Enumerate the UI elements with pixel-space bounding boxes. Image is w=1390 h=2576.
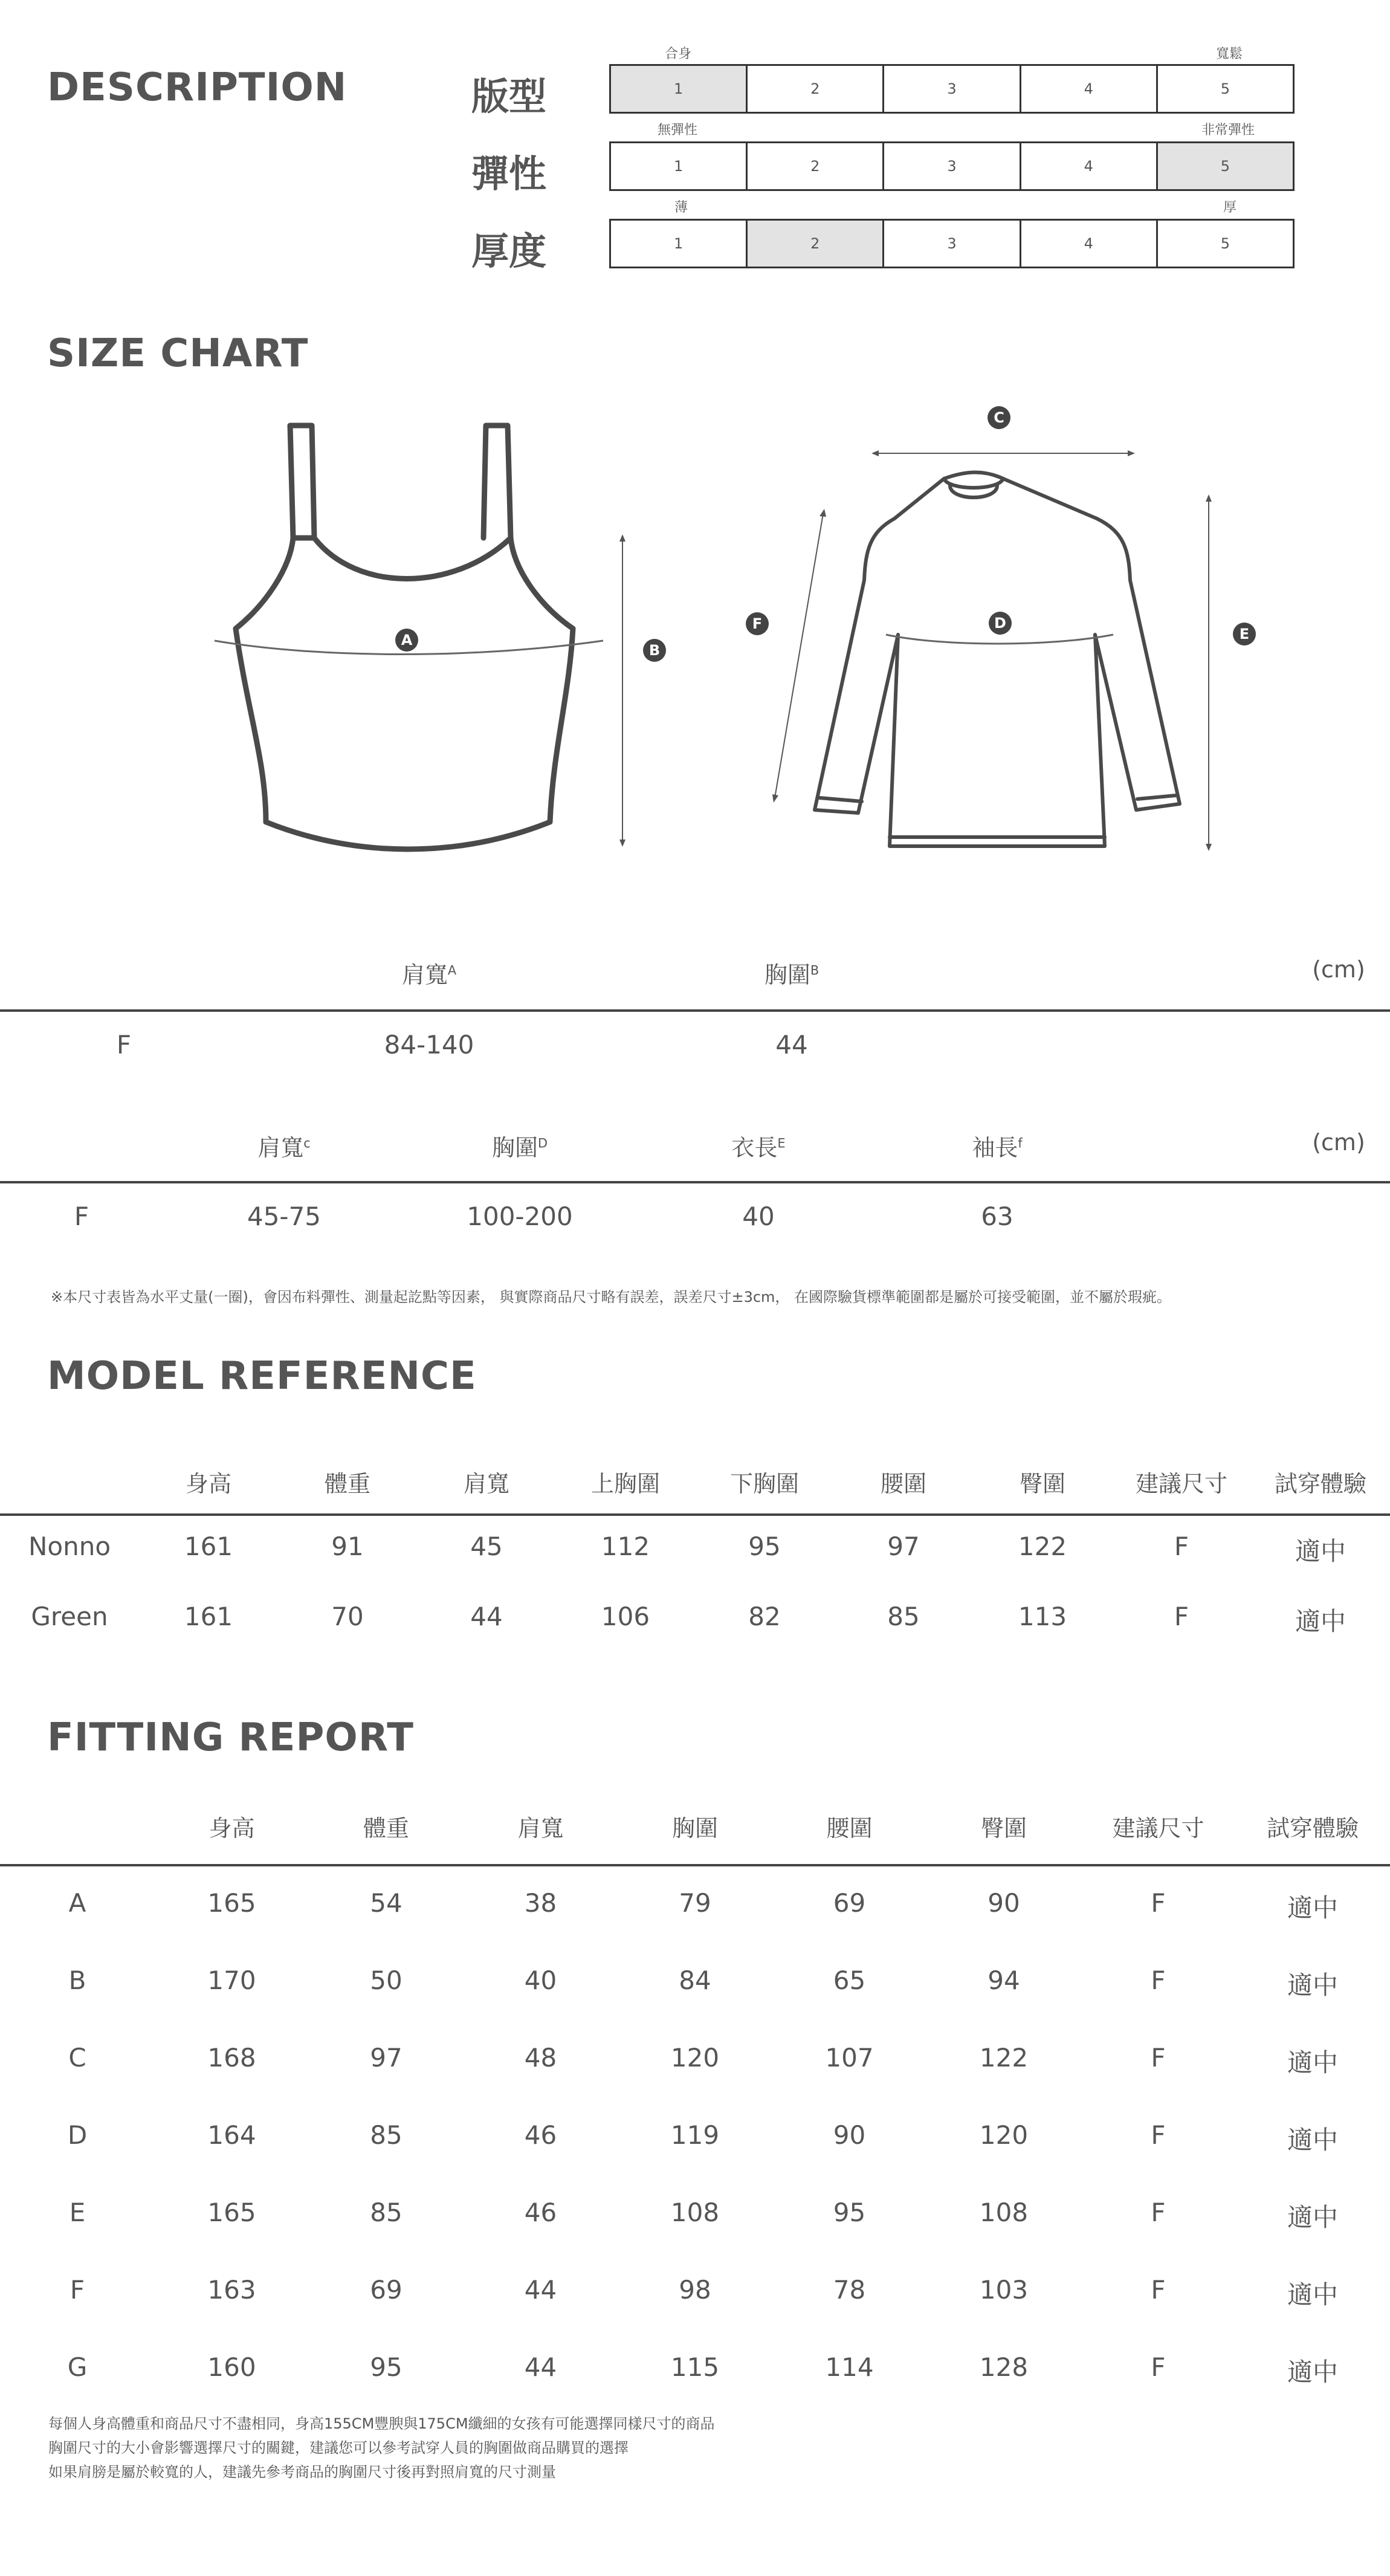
table-header: 腰圍	[880, 1471, 926, 1497]
table-cell: 108	[979, 2198, 1029, 2227]
table-cell: 85	[370, 2120, 402, 2150]
table-cell: A	[68, 1888, 86, 1918]
table-cell: 122	[979, 2043, 1029, 2073]
table-cell: 98	[679, 2275, 711, 2305]
elasticity-scale-cell: 1	[611, 143, 748, 189]
size2-cell: 45-75	[247, 1202, 322, 1231]
fit-scale-cell: 5	[1220, 80, 1230, 97]
size1-header-shoulder: 肩寬$^A$	[401, 962, 457, 988]
thickness-right-caption: 厚	[1223, 200, 1237, 215]
fitting-note: 每個人身高體重和商品尺寸不盡相同，身高155CM豐腴與175CM纖細的女孩有可能選擇同樣尺寸的商品	[48, 2415, 715, 2432]
size2-cell: F	[74, 1202, 89, 1231]
size1-divider	[0, 1009, 1390, 1012]
table-cell: 46	[524, 2120, 557, 2150]
size2-header-length: 衣長$^E$	[731, 1134, 786, 1161]
size1-unit: (cm)	[1312, 956, 1365, 983]
table-header: 臀圍	[1019, 1471, 1065, 1497]
table-header: 上胸圍	[590, 1471, 660, 1497]
table-cell: 65	[833, 1966, 866, 1995]
table-cell: 108	[670, 2198, 720, 2227]
table-cell: B	[68, 1966, 86, 1995]
marker-c: C	[988, 406, 1010, 429]
table-cell: F	[70, 2275, 85, 2305]
size1-cell: F	[116, 1030, 132, 1060]
table-cell: 69	[370, 2275, 402, 2305]
size2-divider	[0, 1181, 1390, 1183]
table-cell: 95	[833, 2198, 866, 2227]
table-header: 腰圍	[826, 1815, 873, 1842]
table-cell: 78	[833, 2275, 866, 2305]
elasticity-scale	[609, 141, 1295, 191]
table-cell: E	[69, 2198, 86, 2227]
elasticity-scale-cell: 5	[1158, 143, 1293, 189]
fit-scale-cell: 4	[1021, 66, 1158, 112]
table-divider	[0, 1864, 1390, 1866]
table-cell: 165	[207, 1888, 256, 1918]
fit-scale	[609, 64, 1295, 114]
table-header: 體重	[324, 1471, 370, 1497]
fitting-note: 胸圍尺寸的大小會影響選擇尺寸的關鍵，建議您可以參考試穿人員的胸圍做商品購買的選擇	[48, 2439, 629, 2456]
table-cell: 適中	[1287, 2280, 1338, 2309]
thickness-scale	[609, 219, 1295, 268]
table-header: 試穿體驗	[1274, 1471, 1366, 1497]
table-cell: 91	[331, 1532, 364, 1561]
table-cell: 79	[679, 1888, 711, 1918]
table-cell: 84	[679, 1966, 711, 1995]
table-cell: 適中	[1287, 2357, 1338, 2387]
marker-a: A	[395, 629, 418, 652]
fit-right-caption: 寬鬆	[1216, 47, 1243, 62]
fit-left-caption: 合身	[665, 47, 692, 62]
marker-e: E	[1233, 623, 1256, 646]
table-cell: 97	[370, 2043, 402, 2073]
table-cell: 82	[748, 1602, 781, 1631]
size2-header-shoulder: 肩寬$^c$	[257, 1134, 311, 1161]
size1-cell: 44	[775, 1030, 808, 1060]
fitting-note: 如果肩膀是屬於較寬的人，建議先參考商品的胸圍尺寸後再對照肩寬的尺寸測量	[48, 2464, 556, 2481]
table-cell: 85	[370, 2198, 402, 2227]
table-cell: F	[1174, 1602, 1189, 1631]
table-cell: 161	[184, 1602, 233, 1631]
table-header: 建議尺寸	[1135, 1471, 1227, 1497]
table-cell: 70	[331, 1602, 364, 1631]
elasticity-left-caption: 無彈性	[658, 123, 698, 138]
table-cell: 163	[207, 2275, 256, 2305]
size-chart-title: SIZE CHART	[47, 331, 309, 376]
table-cell: 115	[670, 2352, 720, 2382]
marker-b: B	[643, 639, 666, 662]
table-cell: 122	[1018, 1532, 1067, 1561]
table-cell: 69	[833, 1888, 866, 1918]
table-cell: F	[1151, 2120, 1166, 2150]
table-cell: 適中	[1287, 2202, 1338, 2232]
description-title: DESCRIPTION	[47, 65, 348, 110]
fit-label: 版型	[471, 74, 547, 118]
table-cell: 38	[524, 1888, 557, 1918]
table-cell: 適中	[1287, 2048, 1338, 2077]
table-header: 下胸圍	[729, 1471, 799, 1497]
table-cell: 114	[825, 2352, 874, 2382]
size2-cell: 40	[742, 1202, 775, 1231]
table-cell: 適中	[1287, 1893, 1338, 1923]
table-header: 肩寬	[517, 1815, 564, 1842]
table-header: 身高	[185, 1471, 231, 1497]
table-cell: 120	[979, 2120, 1029, 2150]
table-cell: Nonno	[28, 1532, 111, 1561]
table-cell: 160	[207, 2352, 256, 2382]
camisole-diagram	[199, 411, 683, 858]
fit-scale-cell: 1	[611, 66, 748, 112]
table-cell: 94	[988, 1966, 1020, 1995]
marker-f: F	[746, 612, 769, 635]
elasticity-scale-cell: 3	[884, 143, 1021, 189]
size2-header-bust: 胸圍$^D$	[491, 1134, 548, 1161]
table-cell: 113	[1018, 1602, 1067, 1631]
table-cell: 90	[833, 2120, 866, 2150]
table-header: 建議尺寸	[1112, 1815, 1204, 1842]
thickness-scale-cell: 5	[1220, 235, 1230, 252]
table-cell: 44	[524, 2275, 557, 2305]
table-cell: F	[1151, 2275, 1166, 2305]
measure-line-c	[870, 447, 1136, 459]
size1-header-bust: 胸圍$^B$	[764, 962, 819, 988]
elasticity-scale-cell: 4	[1021, 143, 1158, 189]
table-cell: 45	[470, 1532, 503, 1561]
table-cell: F	[1151, 1888, 1166, 1918]
table-cell: F	[1151, 2043, 1166, 2073]
size2-cell: 63	[981, 1202, 1013, 1231]
table-header: 體重	[363, 1815, 409, 1842]
table-cell: 128	[979, 2352, 1029, 2382]
table-cell: F	[1151, 2352, 1166, 2382]
table-cell: 50	[370, 1966, 402, 1995]
thickness-label: 厚度	[471, 229, 547, 273]
table-cell: 103	[979, 2275, 1029, 2305]
table-cell: 106	[601, 1602, 650, 1631]
table-cell: 85	[887, 1602, 920, 1631]
table-cell: 44	[470, 1602, 503, 1631]
table-cell: C	[68, 2043, 86, 2073]
table-header: 胸圍	[671, 1815, 718, 1842]
thickness-left-caption: 薄	[674, 200, 688, 215]
table-cell: Green	[31, 1602, 108, 1631]
size-chart-note: ※本尺寸表皆為水平丈量(一圈)，會因布料彈性、測量起訖點等因素， 與實際商品尺寸略有誤差，誤差尺寸±3cm， 在國際驗貨標準範圍都是屬於可接受範圍，並不屬於瑕疵。	[51, 1289, 1172, 1306]
table-cell: 97	[887, 1532, 920, 1561]
table-header: 身高	[208, 1815, 255, 1842]
table-cell: D	[67, 2120, 88, 2150]
size2-cell: 100-200	[467, 1202, 573, 1231]
table-cell: 46	[524, 2198, 557, 2227]
thickness-scale-cell: 2	[748, 221, 884, 267]
table-cell: 161	[184, 1532, 233, 1561]
table-header: 試穿體驗	[1266, 1815, 1359, 1842]
thickness-scale-cell: 4	[1021, 221, 1158, 267]
model-reference-title: MODEL REFERENCE	[47, 1354, 477, 1399]
measure-line-e	[1203, 494, 1215, 851]
measure-line-f	[768, 508, 834, 804]
table-cell: 95	[370, 2352, 402, 2382]
table-divider	[0, 1513, 1390, 1516]
size2-header-sleeve: 袖長$^f$	[972, 1134, 1023, 1161]
table-cell: 適中	[1295, 1536, 1346, 1566]
thickness-scale-cell: 1	[611, 221, 748, 267]
fitting-report-title: FITTING REPORT	[47, 1715, 414, 1760]
thickness-scale-cell: 3	[884, 221, 1021, 267]
table-cell: 90	[988, 1888, 1020, 1918]
fit-scale-cell: 3	[884, 66, 1021, 112]
fit-scale-cell: 2	[748, 66, 884, 112]
table-cell: 95	[748, 1532, 781, 1561]
table-cell: G	[67, 2352, 88, 2382]
table-cell: 119	[670, 2120, 720, 2150]
table-cell: 165	[207, 2198, 256, 2227]
elasticity-scale-cell: 2	[748, 143, 884, 189]
table-cell: F	[1151, 2198, 1166, 2227]
table-cell: 112	[601, 1532, 650, 1561]
table-cell: 適中	[1295, 1607, 1346, 1636]
table-cell: 54	[370, 1888, 402, 1918]
elasticity-label: 彈性	[471, 152, 547, 196]
table-cell: 適中	[1287, 2125, 1338, 2155]
table-header: 肩寬	[463, 1471, 509, 1497]
table-cell: F	[1174, 1532, 1189, 1561]
size1-cell: 84-140	[384, 1030, 474, 1060]
table-cell: 170	[207, 1966, 256, 1995]
table-cell: F	[1151, 1966, 1166, 1995]
marker-d: D	[989, 612, 1012, 635]
table-cell: 120	[670, 2043, 720, 2073]
table-cell: 48	[524, 2043, 557, 2073]
elasticity-right-caption: 非常彈性	[1201, 123, 1255, 138]
table-cell: 44	[524, 2352, 557, 2382]
table-header: 臀圍	[980, 1815, 1027, 1842]
size2-unit: (cm)	[1312, 1129, 1365, 1156]
table-cell: 107	[825, 2043, 874, 2073]
table-cell: 164	[207, 2120, 256, 2150]
table-cell: 168	[207, 2043, 256, 2073]
table-cell: 適中	[1287, 1970, 1338, 2000]
table-cell: 40	[524, 1966, 557, 1995]
